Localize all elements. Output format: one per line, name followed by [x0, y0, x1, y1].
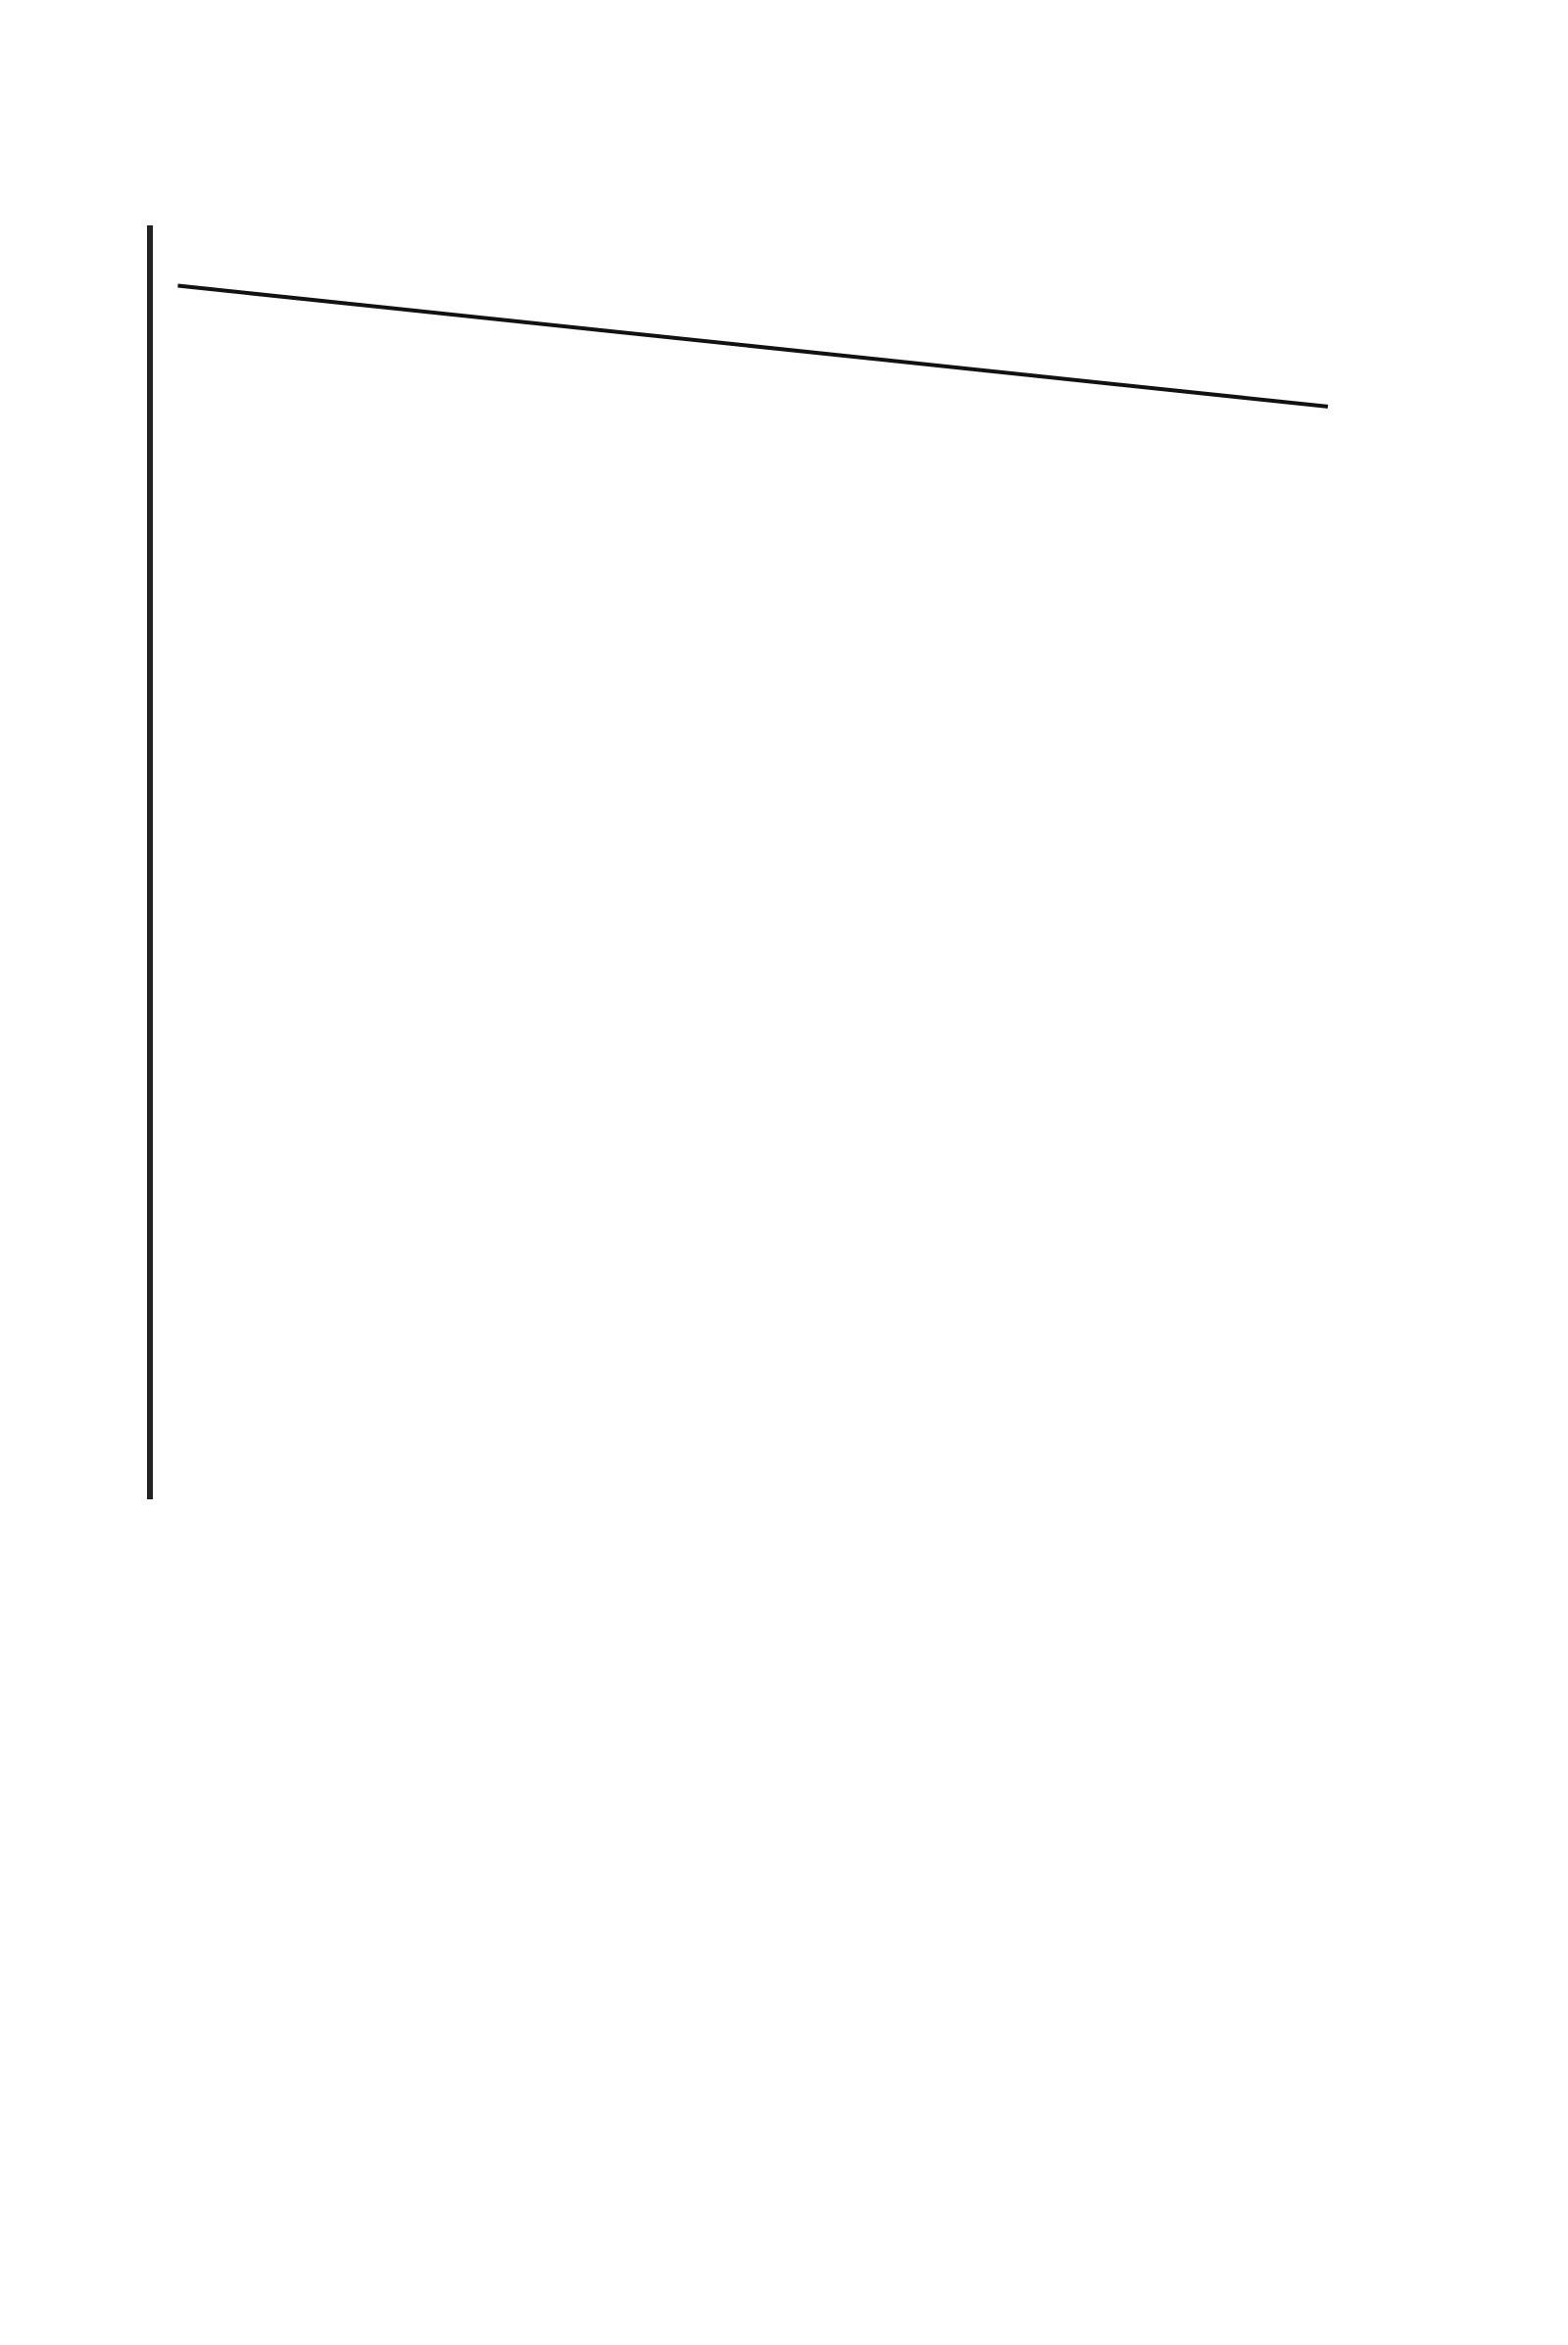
book-page: [173, 206, 1336, 448]
page-header: [179, 206, 1337, 395]
book-binding-edge: [147, 225, 153, 1499]
